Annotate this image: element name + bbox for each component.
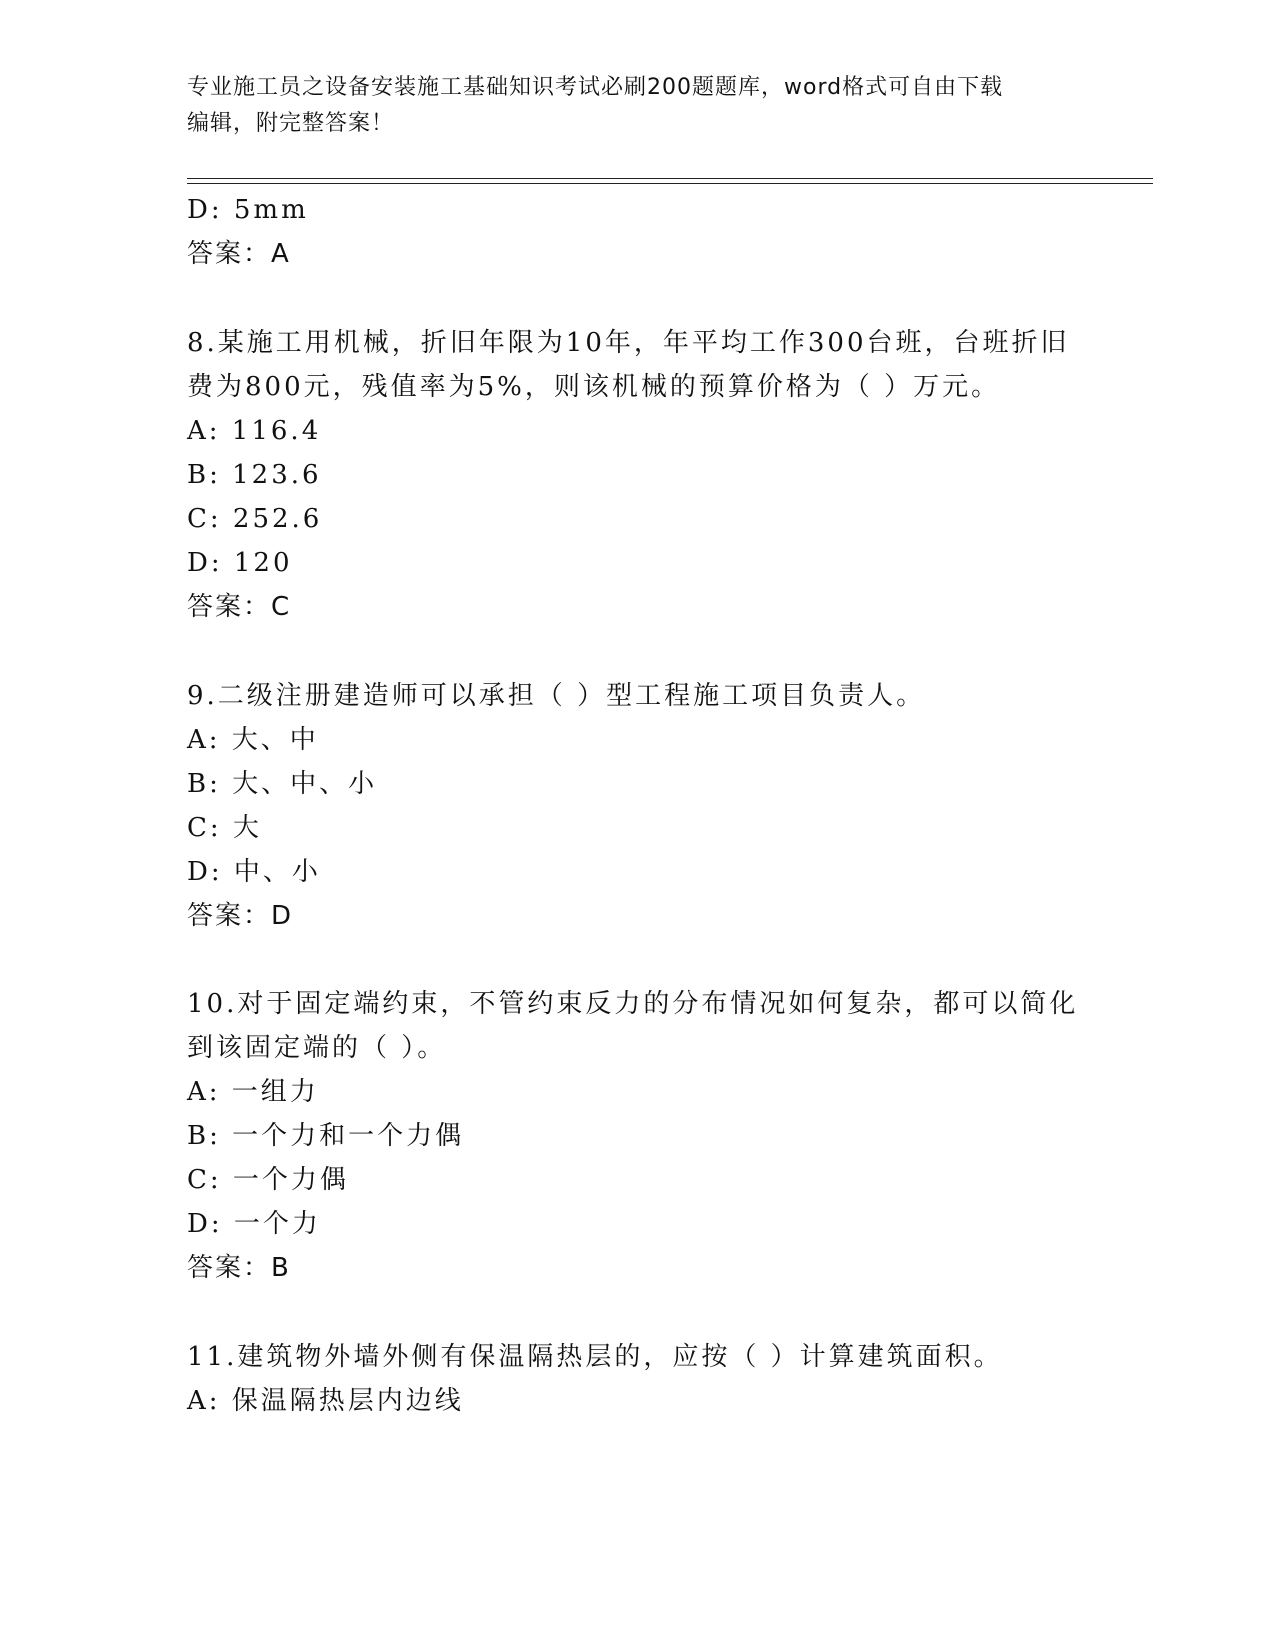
question-8-option-d: D: 120: [187, 548, 293, 578]
question-11-text: 11.建筑物外墙外侧有保温隔热层的，应按（ ）计算建筑面积。: [187, 1342, 1003, 1372]
question-9-option-c: C: 大: [187, 813, 262, 843]
header-divider-bottom: [187, 183, 1153, 184]
question-8-option-b: B: 123.6: [187, 460, 322, 490]
header-line-2: 编辑，附完整答案！: [187, 111, 395, 136]
question-10-answer: 答案：B: [187, 1253, 291, 1283]
question-10-option-c: C: 一个力偶: [187, 1165, 349, 1195]
question-9-answer: 答案：D: [187, 901, 294, 931]
header-divider-top: [187, 178, 1153, 179]
question-10-option-b: B: 一个力和一个力偶: [187, 1121, 465, 1151]
question-8-text-line-2: 费为800元，残值率为5%，则该机械的预算价格为（ ）万元。: [187, 372, 1001, 402]
answer: 答案：A: [187, 239, 291, 269]
question-8-text-line-1: 8.某施工用机械，折旧年限为10年，年平均工作300台班，台班折旧: [187, 328, 1070, 358]
question-10-option-a: A: 一组力: [187, 1077, 319, 1107]
option-d: D: 5mm: [187, 195, 309, 225]
question-9-text: 9.二级注册建造师可以承担（ ）型工程施工项目负责人。: [187, 681, 926, 711]
document-header: [187, 70, 1087, 142]
question-9-option-d: D: 中、小: [187, 857, 321, 887]
question-11-option-a: A: 保温隔热层内边线: [187, 1386, 464, 1416]
question-10-text-line-1: 10.对于固定端约束，不管约束反力的分布情况如何复杂，都可以简化: [187, 989, 1079, 1019]
question-9-option-a: A: 大、中: [187, 725, 319, 755]
question-8-option-c: C: 252.6: [187, 504, 323, 534]
question-10-text-line-2: 到该固定端的（ ）。: [187, 1033, 447, 1063]
question-8-option-a: A: 116.4: [187, 416, 322, 446]
question-8-answer: 答案：C: [187, 592, 292, 622]
question-10-option-d: D: 一个力: [187, 1209, 321, 1239]
question-9-option-b: B: 大、中、小: [187, 769, 378, 799]
header-line-1: 专业施工员之设备安装施工基础知识考试必刷200题题库，word格式可自由下载: [187, 75, 1004, 100]
